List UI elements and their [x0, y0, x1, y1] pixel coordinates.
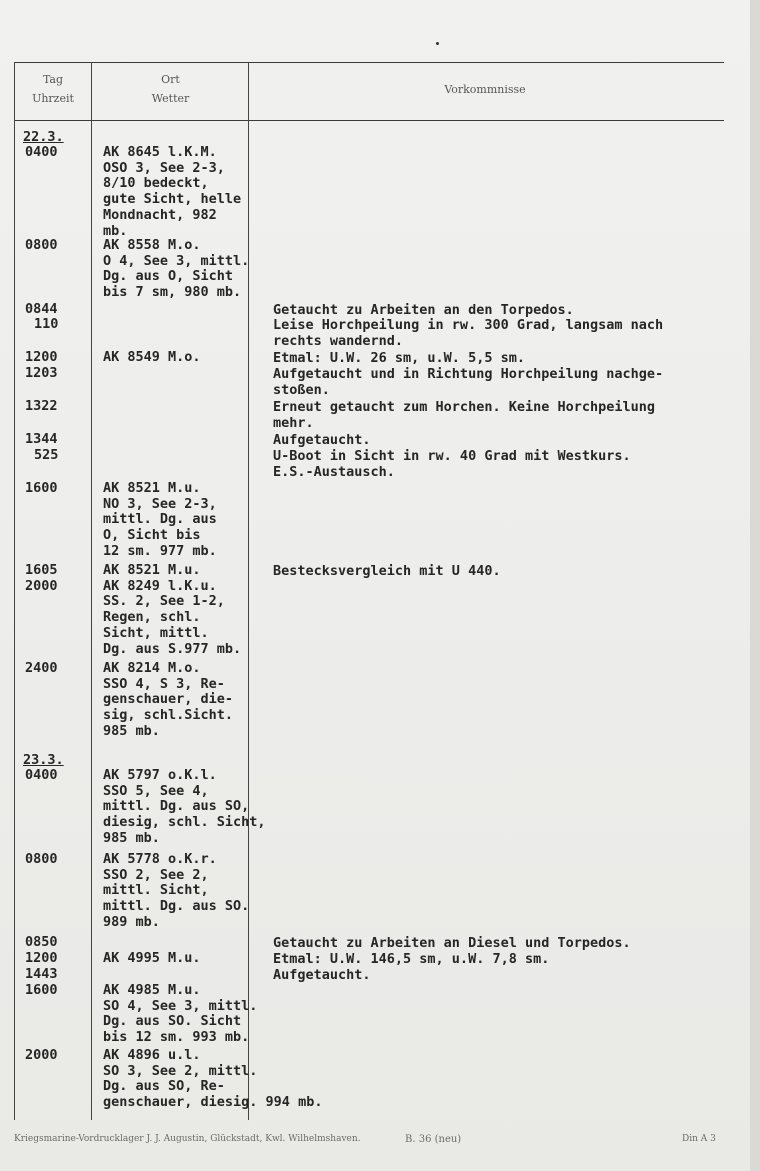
- position-weather-entry: AK 5778 o.K.r. SSO 2, See 2, mittl. Sicht, mittl. Dg. aus SO. 989 mb.: [103, 851, 250, 930]
- time-entry: 1344: [25, 431, 58, 447]
- event-entry: Getaucht zu Arbeiten an den Torpedos.: [273, 302, 574, 318]
- time-entry: 0850: [25, 934, 58, 950]
- page-edge: [750, 0, 760, 1171]
- time-entry: 1600: [25, 480, 58, 496]
- event-entry: Aufgetaucht.: [273, 432, 371, 448]
- col-divider-1: [91, 62, 92, 1120]
- event-entry: Etmal: U.W. 26 sm, u.W. 5,5 sm.: [273, 350, 525, 366]
- position-weather-entry: AK 4985 M.u. SO 4, See 3, mittl. Dg. aus SO. Sicht bis 12 sm. 993 mb.: [103, 982, 258, 1046]
- time-entry: 2000: [25, 578, 58, 594]
- time-entry: 1200: [25, 950, 58, 966]
- time-entry: 0800: [25, 237, 58, 253]
- time-entry: 0400: [25, 144, 58, 160]
- header-tag-label: Tag: [42, 73, 64, 86]
- paper-format: Din A 3: [682, 1134, 716, 1144]
- header-col-tag: [16, 70, 90, 108]
- time-entry: 525: [34, 447, 59, 463]
- position-weather-entry: AK 8214 M.o. SSO 4, S 3, Re- genschauer, die- sig, schl.Sicht. 985 mb.: [103, 660, 234, 739]
- date-label: 23.3.: [23, 752, 64, 768]
- punch-mark: [436, 42, 439, 45]
- header-ort-label: Ort: [161, 73, 180, 86]
- header-col-ort: [93, 70, 248, 108]
- header-uhrzeit-label: Uhrzeit: [32, 92, 74, 105]
- event-entry: Bestecksvergleich mit U 440.: [273, 563, 501, 579]
- time-entry: 0800: [25, 851, 58, 867]
- position-weather-entry: AK 5797 o.K.l. SSO 5, See 4, mittl. Dg. aus SO, diesig, schl. Sicht, 985 mb.: [103, 767, 266, 846]
- date-label: 22.3.: [23, 129, 64, 145]
- header-vorkommnisse-label: Vorkommnisse: [444, 83, 526, 96]
- event-entry: U-Boot in Sicht in rw. 40 Grad mit Westkurs. E.S.-Austausch.: [273, 448, 631, 480]
- left-rule: [14, 62, 15, 1120]
- position-weather-entry: AK 8549 M.o.: [103, 349, 201, 365]
- event-entry: Etmal: U.W. 146,5 sm, u.W. 7,8 sm.: [273, 951, 550, 967]
- time-entry: 2000: [25, 1047, 58, 1063]
- time-entry: 0844: [25, 301, 58, 317]
- printer-imprint: Kriegsmarine-Vordrucklager J. J. Augustin, Glückstadt, Kwl. Wilhelmshaven.: [14, 1134, 361, 1144]
- header-wetter-label: Wetter: [151, 92, 190, 105]
- time-entry: 1605: [25, 562, 58, 578]
- position-weather-entry: AK 8521 M.u. AK 8249 l.K.u. SS. 2, See 1-2, Regen, schl. Sicht, mittl. Dg. aus S.977 mb.: [103, 562, 242, 657]
- time-entry: 0400: [25, 767, 58, 783]
- header-col-vorkommnisse: [250, 80, 720, 99]
- form-number: B. 36 (neu): [405, 1134, 462, 1145]
- event-entry: Erneut getaucht zum Horchen. Keine Horchpeilung mehr.: [273, 399, 656, 431]
- time-entry: 2400: [25, 660, 58, 676]
- header-bottom-rule: [14, 120, 724, 121]
- time-entry: 1600: [25, 982, 58, 998]
- time-entry: 110: [34, 316, 59, 332]
- position-weather-entry: AK 4896 u.l. SO 3, See 2, mittl. Dg. aus SO, Re- genschauer, diesig. 994 mb.: [103, 1047, 323, 1111]
- col-divider-2: [248, 62, 249, 1120]
- table-top-rule: [14, 62, 724, 63]
- position-weather-entry: AK 4995 M.u.: [103, 950, 201, 966]
- time-entry: 1203: [25, 365, 58, 381]
- position-weather-entry: AK 8558 M.o. O 4, See 3, mittl. Dg. aus O, Sicht bis 7 sm, 980 mb.: [103, 237, 250, 301]
- time-entry: 1200: [25, 349, 58, 365]
- position-weather-entry: AK 8521 M.u. NO 3, See 2-3, mittl. Dg. aus O, Sicht bis 12 sm. 977 mb.: [103, 480, 217, 559]
- position-weather-entry: AK 8645 l.K.M. OSO 3, See 2-3, 8/10 bedeckt, gute Sicht, helle Mondnacht, 982 mb.: [103, 144, 242, 239]
- time-entry: 1322: [25, 398, 58, 414]
- event-entry: Aufgetaucht.: [273, 967, 371, 983]
- event-entry: Getaucht zu Arbeiten an Diesel und Torpedos.: [273, 935, 631, 951]
- event-entry: Leise Horchpeilung in rw. 300 Grad, langsam nach rechts wandernd.: [273, 317, 664, 349]
- time-entry: 1443: [25, 966, 58, 982]
- event-entry: Aufgetaucht und in Richtung Horchpeilung nachge- stoßen.: [273, 366, 664, 398]
